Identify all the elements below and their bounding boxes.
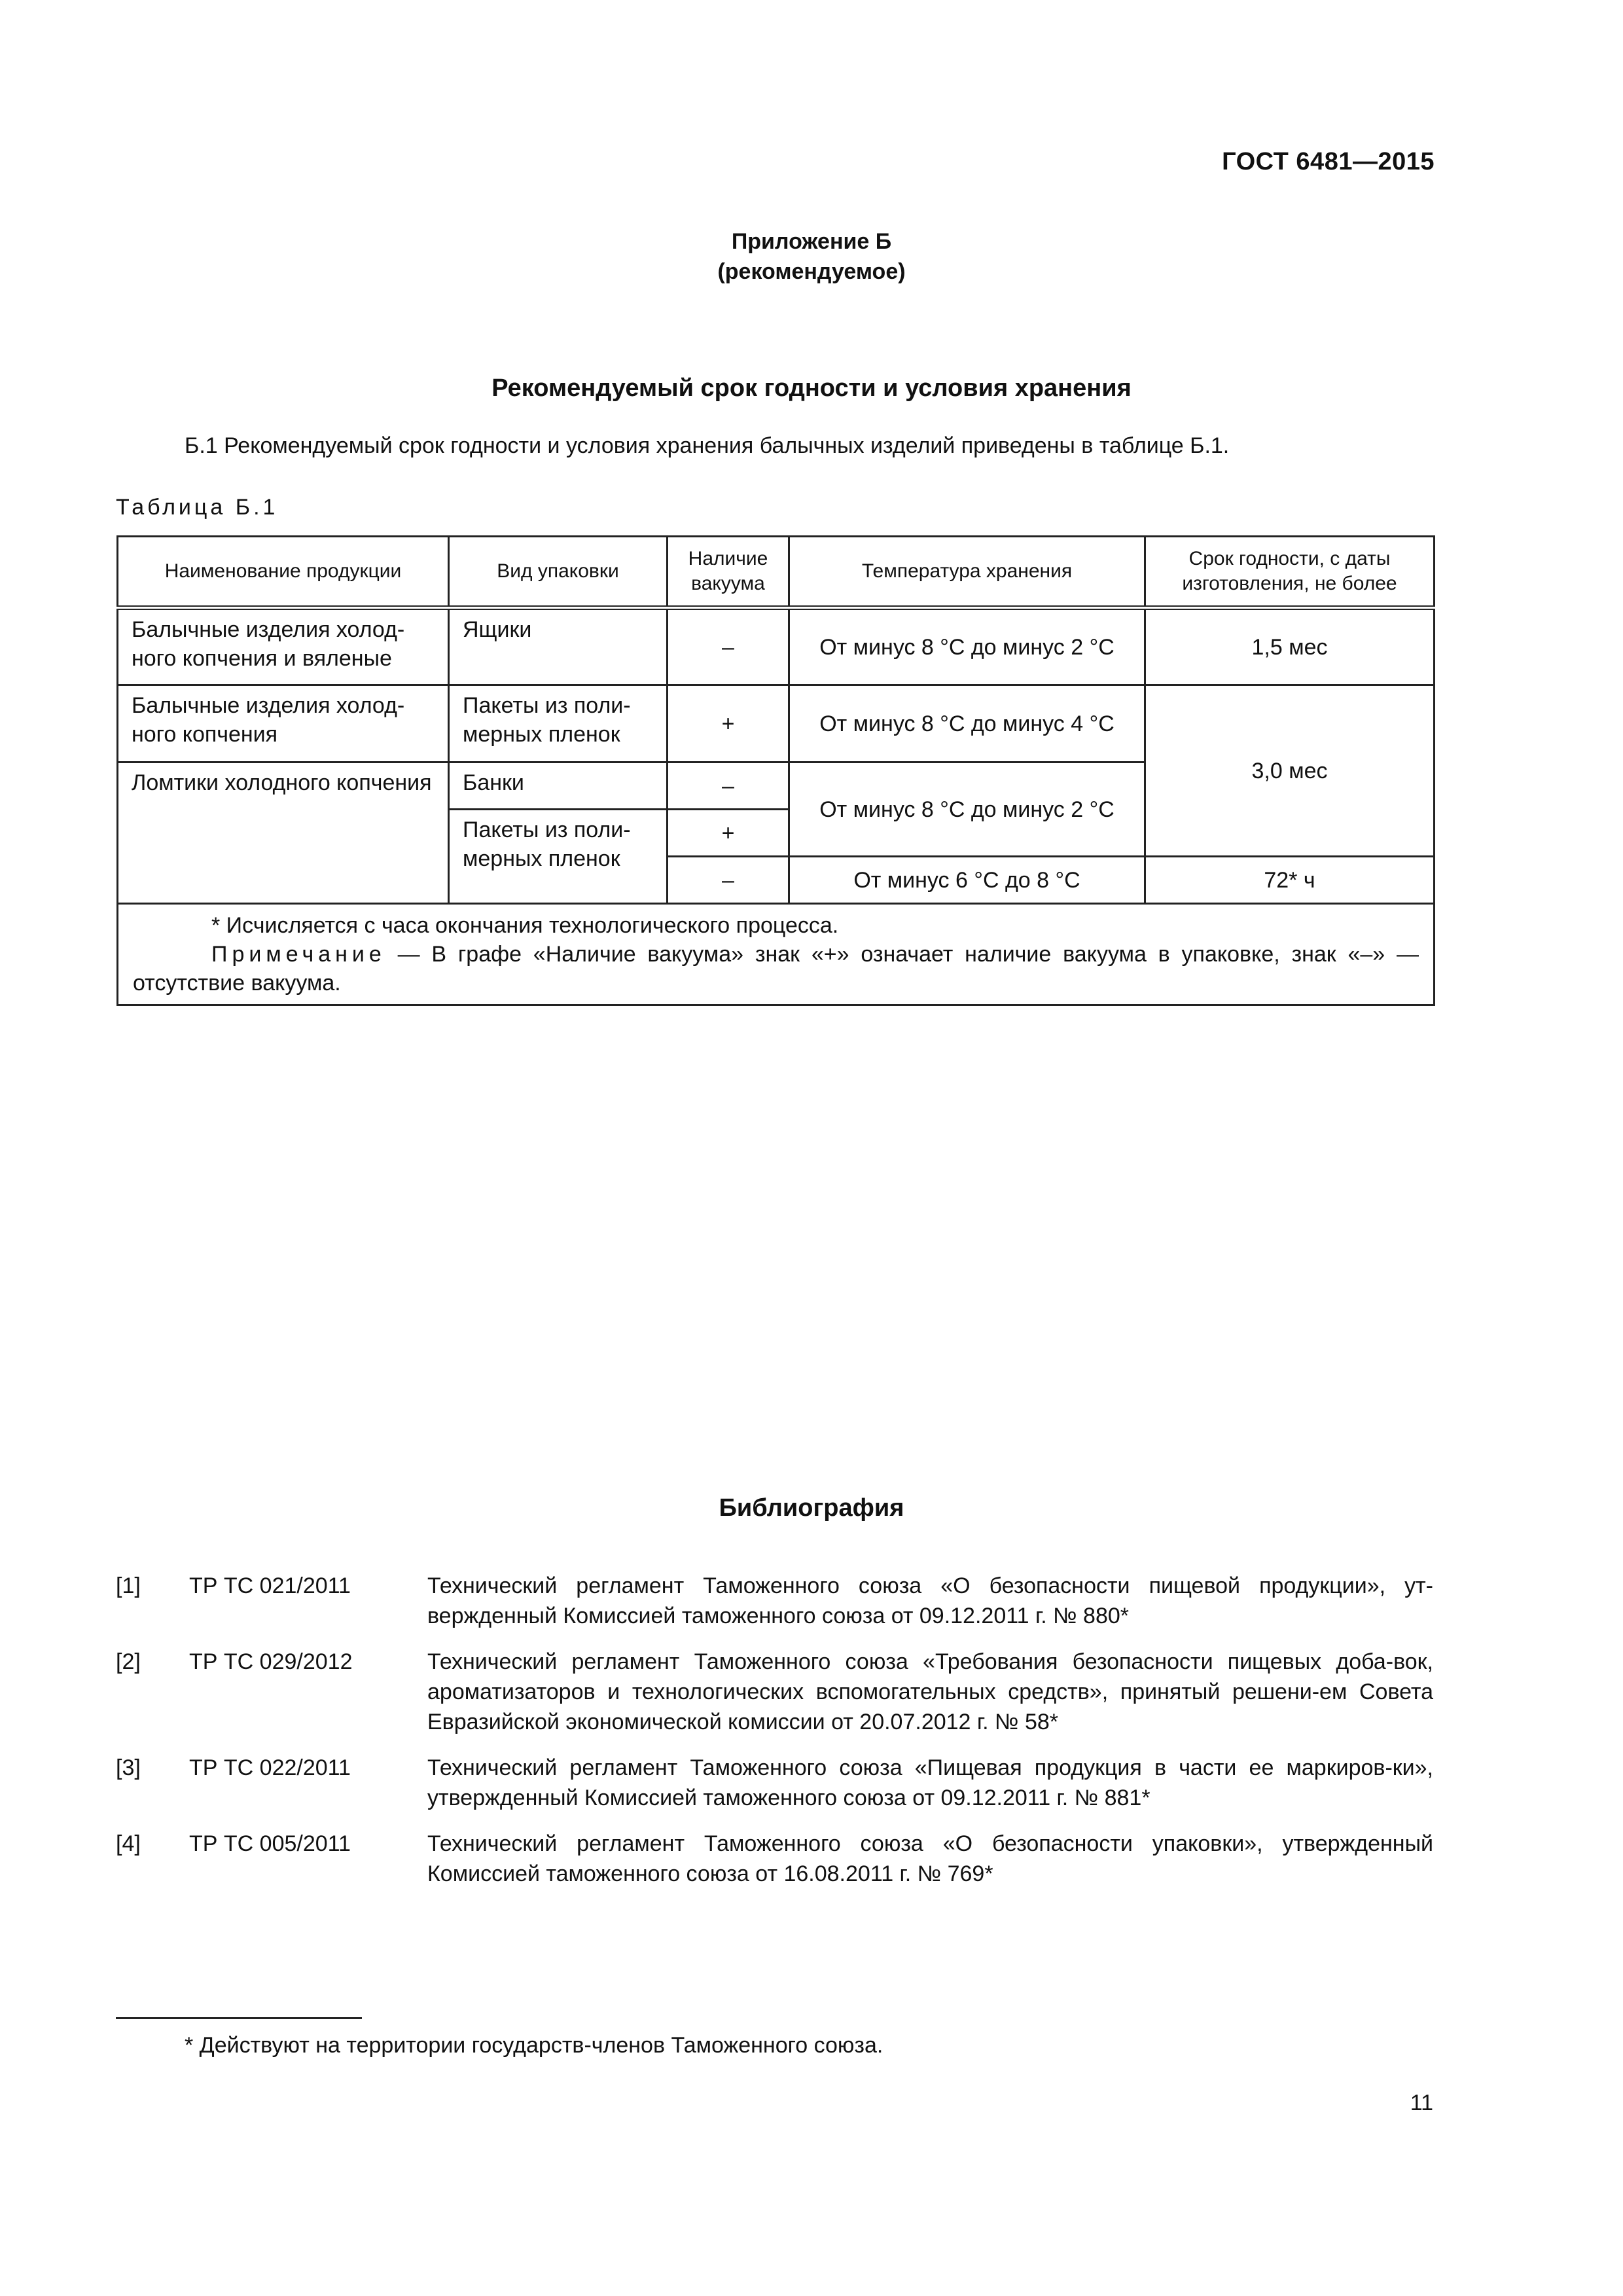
cell-product: Балычные изделия холод-ного копчения и вяленые (118, 608, 449, 685)
cell-temperature: От минус 6 °С до 8 °С (789, 857, 1145, 904)
bibliography-text: Технический регламент Таможенного союза «О безопасности пищевой продукции», ут-вержденный Комиссией таможенного союза от 09.12.2011 г. № 880* (427, 1573, 1433, 1628)
cell-product: Ломтики холодного копчения (118, 762, 449, 904)
appendix-status: (рекомендуемое) (717, 259, 906, 284)
bibliography-text: Технический регламент Таможенного союза «О безопасности упаковки», утвержденный Комиссией таможенного союза от 16.08.2011 г. № 769* (427, 1831, 1433, 1886)
cell-vacuum: + (668, 685, 789, 762)
bibliography-text: Технический регламент Таможенного союза «Требования безопасности пищевых доба-вок, ароматизаторов и технологических вспомогательных средств», принятый решени-ем Совета Евразийской экономической комиссии от 20.07.2012 г. № 58* (427, 1649, 1433, 1734)
cell-shelf-life: 72* ч (1145, 857, 1435, 904)
table-note-row (118, 904, 1435, 1005)
bibliography-text: Технический регламент Таможенного союза «Пищевая продукция в части ее маркиров-ки», утвержденный Комиссией таможенного союза от 09.12.2011 г. № 881* (427, 1755, 1433, 1810)
table-remark (133, 940, 1419, 997)
remark-text: — В графе «Наличие вакуума» знак «+» означает наличие вакуума в упаковке, знак «–» — отсутствие вакуума. (133, 942, 1419, 996)
table-label: Таблица Б.1 (116, 495, 279, 520)
intro-paragraph: Б.1 Рекомендуемый срок годности и условия хранения балычных изделий приведены в таблице Б.1. (185, 433, 1230, 458)
table-notes (118, 904, 1435, 1005)
cell-shelf-life: 3,0 мес (1145, 685, 1435, 857)
bibliography-item (116, 1647, 1433, 1737)
page-number: 11 (1410, 2090, 1433, 2115)
bibliography-number: [1] (116, 1573, 141, 1598)
bibliography-number: [3] (116, 1755, 141, 1780)
section-title: Рекомендуемый срок годности и условия хранения (491, 374, 1132, 402)
cell-packaging: Ящики (449, 608, 668, 685)
header-shelf-life: Срок годности, с даты изготовления, не более (1145, 537, 1435, 608)
cell-shelf-life: 1,5 мес (1145, 608, 1435, 685)
bibliography-number: [2] (116, 1649, 141, 1674)
standard-code: ГОСТ 6481—2015 (1222, 148, 1435, 175)
table-header-row (118, 537, 1435, 608)
bibliography-code: ТР ТС 029/2012 (189, 1649, 353, 1674)
cell-vacuum: – (668, 762, 789, 810)
footnote-divider (116, 2017, 362, 2019)
bibliography-code: ТР ТС 021/2011 (189, 1573, 351, 1598)
cell-temperature: От минус 8 °С до минус 2 °С (789, 608, 1145, 685)
bibliography-list (116, 1571, 1433, 1905)
cell-packaging: Пакеты из поли-мерных пленок (449, 685, 668, 762)
header-packaging: Вид упаковки (449, 537, 668, 608)
storage-table (116, 535, 1435, 1006)
cell-temperature: От минус 8 °С до минус 4 °С (789, 685, 1145, 762)
table-row (118, 608, 1435, 685)
header-product: Наименование продукции (118, 537, 449, 608)
appendix-heading (0, 226, 1623, 287)
page-footnote: * Действуют на территории государств-членов Таможенного союза. (185, 2033, 883, 2058)
cell-vacuum: – (668, 608, 789, 685)
cell-product: Балычные изделия холод-ного копчения (118, 685, 449, 762)
bibliography-number: [4] (116, 1831, 141, 1856)
bibliography-code: ТР ТС 005/2011 (189, 1831, 351, 1856)
table-footnote: * Исчисляется с часа окончания технологического процесса. (211, 913, 839, 938)
remark-label: Примечание (211, 942, 386, 967)
header-temperature: Температура хранения (789, 537, 1145, 608)
cell-packaging: Пакеты из поли-мерных пленок (449, 810, 668, 904)
bibliography-title: Библиография (719, 1494, 904, 1522)
cell-packaging: Банки (449, 762, 668, 810)
cell-vacuum: – (668, 857, 789, 904)
bibliography-item (116, 1571, 1433, 1631)
header-vacuum: Наличие вакуума (668, 537, 789, 608)
bibliography-item (116, 1753, 1433, 1813)
cell-temperature: От минус 8 °С до минус 2 °С (789, 762, 1145, 857)
bibliography-item (116, 1829, 1433, 1889)
appendix-title: Приложение Б (731, 229, 892, 254)
table-row (118, 685, 1435, 762)
bibliography-code: ТР ТС 022/2011 (189, 1755, 351, 1780)
cell-vacuum: + (668, 810, 789, 857)
